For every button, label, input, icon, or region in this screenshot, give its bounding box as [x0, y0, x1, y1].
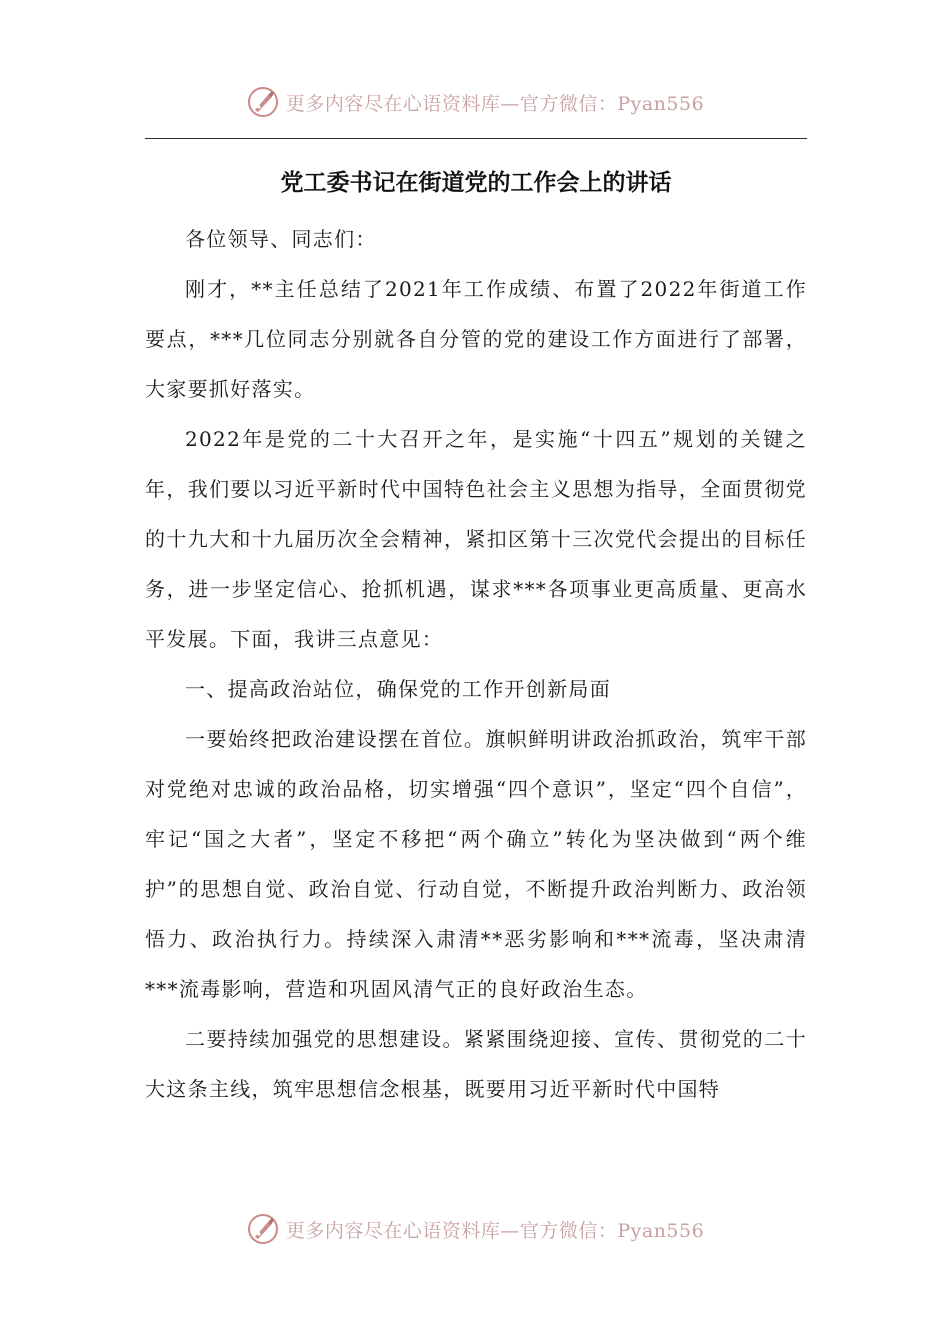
body-paragraph: 一要始终把政治建设摆在首位。旗帜鲜明讲政治抓政治，筑牢干部对党绝对忠诚的政治品格，切实增强“四个意识”，坚定“四个自信”，牢记“国之大者”，坚定不移把“两个确立”转化为坚决做到“两个维护”的思想自觉、政治自觉、行动自觉，不断提升政治判断力、政治领悟力、政治执行力。持续深入肃清**恶劣影响和***流毒，坚决肃清***流毒影响，营造和巩固风清气正的良好政治生态。 — [145, 727, 807, 1001]
footer-banner-text: 更多内容尽在心语资料库—官方微信：Pyan556 — [285, 1219, 705, 1242]
body-paragraph: 刚才，**主任总结了2021年工作成绩、布置了2022年街道工作要点，***几位同志分别就各自分管的党的建设工作方面进行了部署，大家要抓好落实。 — [145, 277, 807, 401]
footer-banner — [0, 1207, 950, 1251]
body-paragraph: 二要持续加强党的思想建设。紧紧围绕迎接、宣传、贯彻党的二十大这条主线，筑牢思想信念根基，既要用习近平新时代中国特 — [145, 1027, 807, 1101]
document-title: 党工委书记在街道党的工作会上的讲话 — [280, 170, 672, 196]
body-paragraph: 2022年是党的二十大召开之年，是实施“十四五”规划的关键之年，我们要以习近平新时代中国特色社会主义思想为指导，全面贯彻党的十九大和十九届历次全会精神，紧扣区第十三次党代会提出的目标任务，进一步坚定信心、抢抓机遇，谋求***各项事业更高质量、更高水平发展。下面，我讲三点意见： — [145, 427, 807, 651]
document-body — [145, 214, 807, 1114]
pen-nib-logo-icon — [246, 1212, 280, 1246]
header-divider — [145, 138, 807, 139]
section-heading: 一、提高政治站位，确保党的工作开创新局面 — [185, 677, 611, 701]
salutation-paragraph: 各位领导、同志们： — [185, 227, 377, 251]
header-banner — [0, 80, 950, 124]
header-banner-text: 更多内容尽在心语资料库—官方微信：Pyan556 — [285, 92, 705, 115]
pen-nib-logo-icon — [246, 85, 280, 119]
